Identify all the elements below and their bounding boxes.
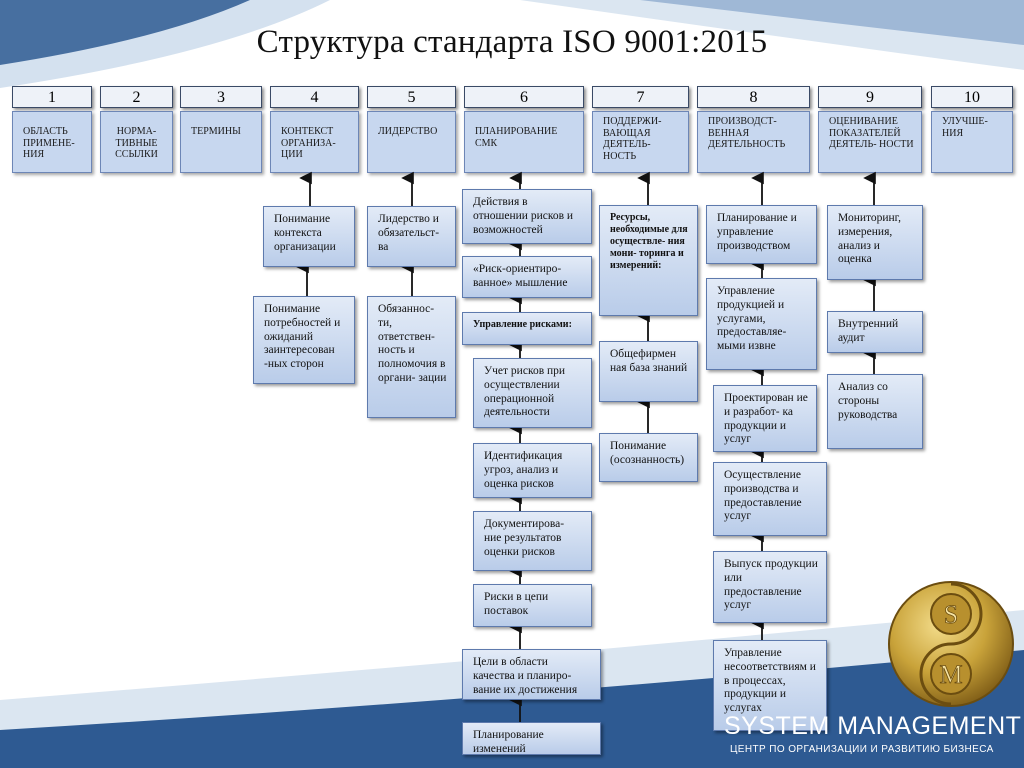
column-number-10: 10 [931,86,1013,108]
column-number-5: 5 [367,86,456,108]
column-number-6: 6 [464,86,584,108]
column-number-1: 1 [12,86,92,108]
box-monitoring-measurement: Мониторинг, измерения, анализ и оценка [827,205,923,280]
box-design-development: Проектирован ие и разработ- ка продукции и услуг [713,385,817,452]
box-production-provision: Осуществление производства и предоставление услуг [713,462,827,536]
box-interested-parties: Понимание потребностей и ожиданий заинтересован -ных сторон [253,296,355,384]
column-header-operation: ПРОИЗВОДСТ- ВЕННАЯ ДЕЯТЕЛЬНОСТЬ [697,111,810,173]
column-number-3: 3 [180,86,262,108]
column-number-9: 9 [818,86,922,108]
column-header-evaluation: ОЦЕНИВАНИЕ ПОКАЗАТЕЛЕЙ ДЕЯТЕЛЬ- НОСТИ [818,111,922,173]
box-supply-chain-risks: Риски в цепи поставок [473,584,592,627]
box-risk-management: Управление рисками: [462,312,592,345]
column-header-context: КОНТЕКСТ ОРГАНИЗА- ЦИИ [270,111,359,173]
box-knowledge-base: Общефирмен ная база знаний [599,341,698,402]
column-header-improvement: УЛУЧШЕ- НИЯ [931,111,1013,173]
box-risk-documentation: Документирова- ние результатов оценки рисков [473,511,592,571]
column-number-4: 4 [270,86,359,108]
box-roles-responsibilities: Обязаннос- ти, ответствен- ность и полномочия в органи- зации [367,296,456,418]
page-title: Структура стандарта ISO 9001:2015 [256,24,768,60]
box-nonconformity-control: Управление несоответствиям и в процессах, продукции и услугах [713,640,827,731]
column-number-2: 2 [100,86,173,108]
box-awareness: Понимание (осознанность) [599,433,698,482]
box-monitoring-resources: Ресурсы, необходимые для осуществле- ния мони- торинга и измерений: [599,205,698,316]
column-number-8: 8 [697,86,810,108]
box-external-providers: Управление продукцией и услугами, предоставляе- мыми извне [706,278,817,370]
column-header-support: ПОДДЕРЖИ- ВАЮЩАЯ ДЕЯТЕЛЬ- НОСТЬ [592,111,689,173]
logo-letter-m: M [939,660,963,689]
logo-letter-s: S [943,600,959,629]
column-header-planning: ПЛАНИРОВАНИЕ СМК [464,111,584,173]
box-product-release: Выпуск продукции или предоставление услуг [713,551,827,623]
brand-name: SYSTEM MANAGEMENT [724,712,1022,740]
box-management-review: Анализ со стороны руководства [827,374,923,449]
box-production-planning: Планирование и управление производством [706,205,817,264]
column-number-7: 7 [592,86,689,108]
box-context-understanding: Понимание контекста организации [263,206,355,267]
box-risk-based-thinking: «Риск-ориентиро- ванное» мышление [462,256,592,298]
column-header-leadership: ЛИДЕРСТВО [367,111,456,173]
box-quality-objectives: Цели в области качества и планиро- вание их достижения [462,649,601,700]
column-header-references: НОРМА- ТИВНЫЕ ССЫЛКИ [100,111,173,173]
brand-tagline: ЦЕНТР ПО ОРГАНИЗАЦИИ И РАЗВИТИЮ БИЗНЕСА [730,744,994,755]
box-risk-actions: Действия в отношении рисков и возможностей [462,189,592,244]
column-header-scope: ОБЛАСТЬ ПРИМЕНЕ- НИЯ [12,111,92,173]
box-threat-analysis: Идентификация угроз, анализ и оценка рисков [473,443,592,498]
box-leadership-commitment: Лидерство и обязательст- ва [367,206,456,267]
column-header-terms: ТЕРМИНЫ [180,111,262,173]
company-logo [886,576,1016,712]
box-internal-audit: Внутренний аудит [827,311,923,353]
box-operational-risks: Учет рисков при осуществлении операционной деятельности [473,358,592,428]
box-change-planning: Планирование изменений [462,722,601,755]
